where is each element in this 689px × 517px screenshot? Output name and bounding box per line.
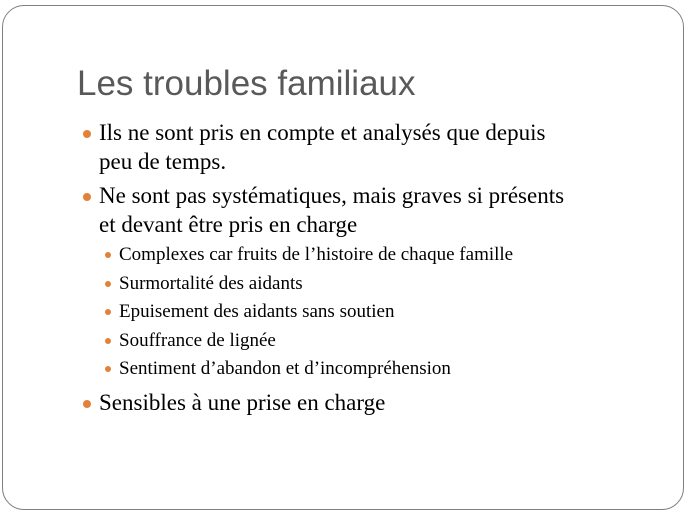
sub-bullet-item (119, 329, 639, 353)
sub-bullet-text: Surmortalité des aidants (119, 273, 303, 294)
slide (2, 5, 684, 510)
sub-bullet-text: Epuisement des aidants sans soutien (119, 301, 395, 322)
bullet-text-line: Ils ne sont pris en compte et analysés que depuis (99, 120, 546, 145)
bullet-text-line: Sensibles à une prise en charge (99, 390, 386, 415)
bullet-dot-icon (83, 130, 91, 138)
bullet-dot-icon (105, 252, 111, 258)
sub-bullet-item (119, 357, 639, 381)
bullet-item (99, 118, 659, 176)
bullet-item (99, 181, 659, 239)
bullet-list (3, 6, 683, 509)
sub-bullet-text: Complexes car fruits de l’histoire de chaque famille (119, 244, 514, 265)
bullet-dot-icon (105, 281, 111, 287)
sub-bullet-item (119, 300, 639, 324)
sub-bullet-text: Sentiment d’abandon et d’incompréhension (119, 358, 451, 379)
slide-title: Les troubles familiaux (77, 64, 416, 103)
sub-bullet-item (119, 243, 639, 267)
bullet-dot-icon (105, 366, 111, 372)
sub-bullet-text: Souffrance de lignée (119, 330, 276, 351)
sub-bullet-item (119, 272, 639, 296)
bullet-dot-icon (105, 338, 111, 344)
bullet-text-line: peu de temps. (99, 149, 227, 174)
bullet-dot-icon (105, 309, 111, 315)
bullet-dot-icon (83, 400, 91, 408)
bullet-dot-icon (83, 193, 91, 201)
bullet-text-line: Ne sont pas systématiques, mais graves si présents (99, 183, 565, 208)
bullet-item (99, 388, 659, 417)
bullet-text-line: et devant être pris en charge (99, 212, 358, 237)
